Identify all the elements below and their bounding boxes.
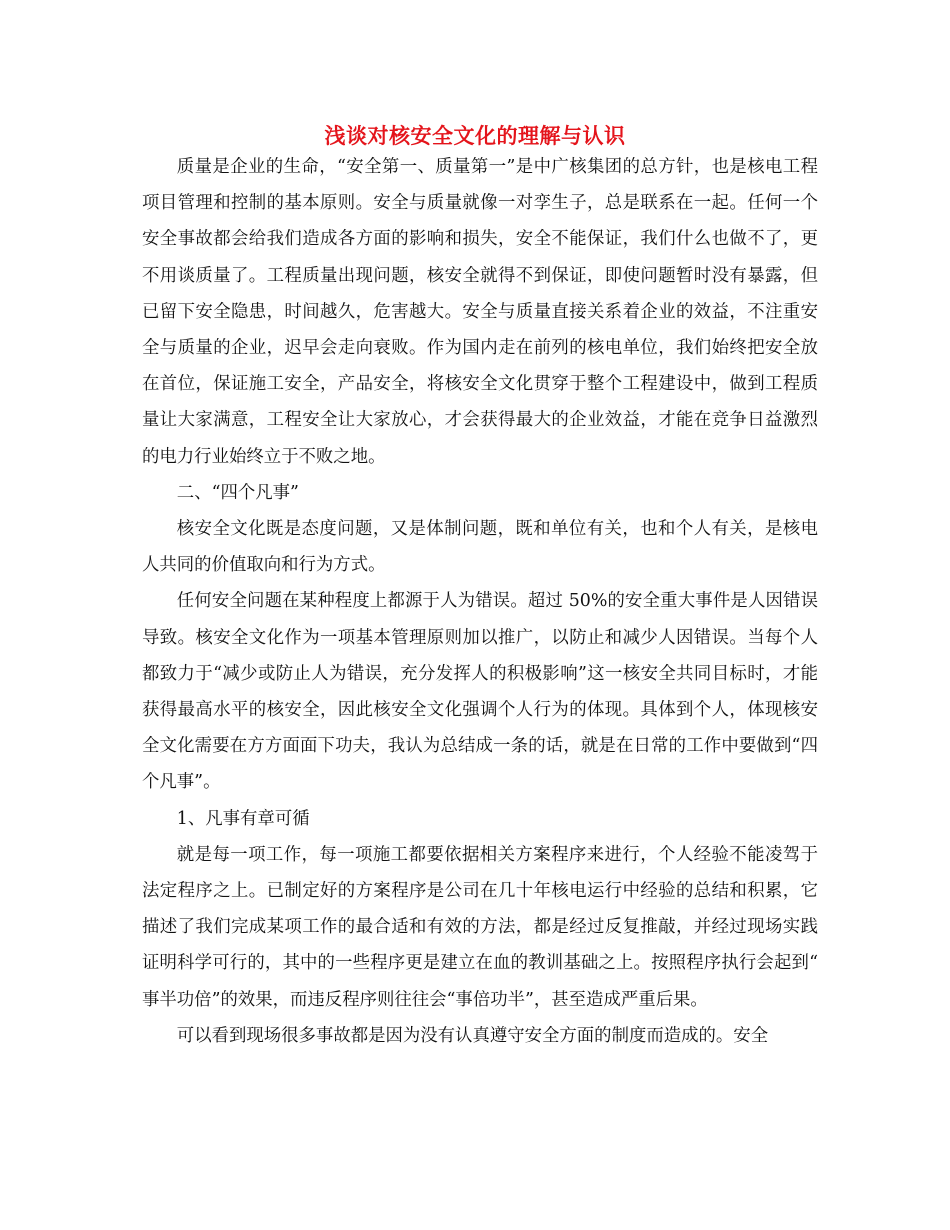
document-body bbox=[142, 149, 818, 1054]
paragraph-procedures: 就是每一项工作，每一项施工都要依据相关方案程序来进行，个人经验不能凌驾于法定程序之上。已制定好的方案程序是公司在几十年核电运行中经验的总结和积累，它描述了我们完成某项工作的最合适和有效的方法，都是经过反复推敲，并经过现场实践证明科学可行的，其中的一些程序更是建立在血的教训基础之上。按照程序执行会起到“事半功倍”的效果，而违反程序则往往会“事倍功半”，甚至造成严重后果。 bbox=[142, 844, 818, 1010]
paragraph-accidents: 可以看到现场很多事故都是因为没有认真遵守安全方面的制度而造成的。安全 bbox=[176, 1025, 769, 1046]
subheading-rules-to-follow: 1、凡事有章可循 bbox=[176, 808, 310, 829]
paragraph-culture-definition: 核安全文化既是态度问题，又是体制问题，既和单位有关，也和个人有关，是核电人共同的价值取向和行为方式。 bbox=[142, 519, 818, 576]
document-title: 浅谈对核安全文化的理解与认识 bbox=[324, 123, 626, 148]
section-heading-four-everything: 二、“四个凡事” bbox=[176, 482, 299, 503]
paragraph-quality-safety: 质量是企业的生命，“安全第一、质量第一”是中广核集团的总方针，也是核电工程项目管理和控制的基本原则。安全与质量就像一对孪生子，总是联系在一起。任何一个安全事故都会给我们造成各方面的影响和损失，安全不能保证，我们什么也做不了，更不用谈质量了。工程质量出现问题，核安全就得不到保证，即使问题暂时没有暴露，但已留下安全隐患，时间越久，危害越大。安全与质量直接关系着企业的效益，不注重安全与质量的企业，迟早会走向衰败。作为国内走在前列的核电单位，我们始终把安全放在首位，保证施工安全，产品安全，将核安全文化贯穿于整个工程建设中，做到工程质量让大家满意，工程安全让大家放心，才会获得最大的企业效益，才能在竞争日益激烈的电力行业始终立于不败之地。 bbox=[142, 157, 818, 467]
paragraph-human-error: 任何安全问题在某种程度上都源于人为错误。超过 50%的安全重大事件是人因错误导致。核安全文化作为一项基本管理原则加以推广，以防止和减少人因错误。当每个人都致力于“减少或防止人为错误，充分发挥人的积极影响”这一核安全共同目标时，才能获得最高水平的核安全，因此核安全文化强调个人行为的体现。具体到个人，体现核安全文化需要在方方面面下功夫，我认为总结成一条的话，就是在日常的工作中要做到“四个凡事”。 bbox=[142, 591, 818, 793]
